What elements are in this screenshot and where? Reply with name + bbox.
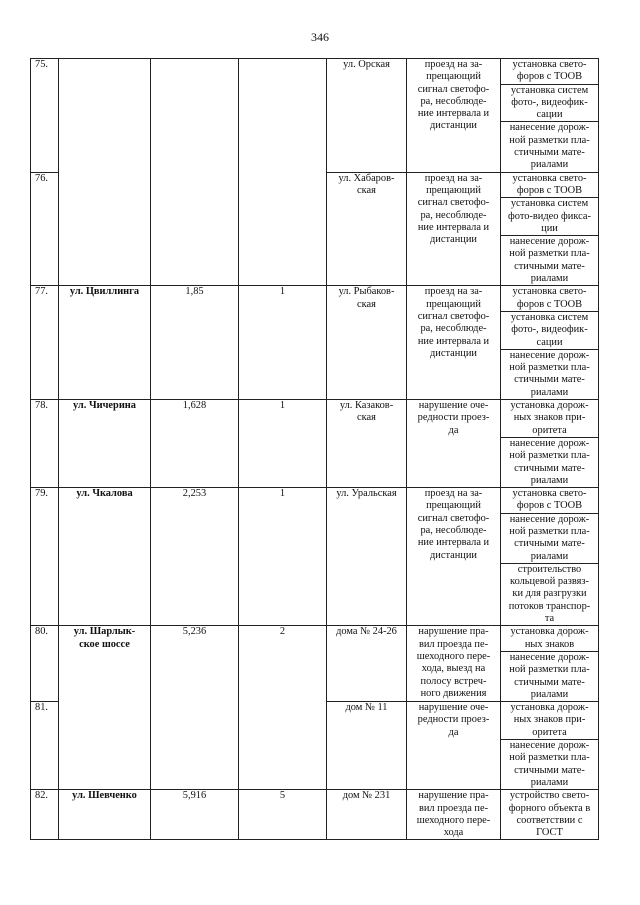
location: ул. Орская [327,59,407,173]
location: ул. Рыбаков- ская [327,286,407,400]
row-number: 79. [31,488,59,626]
row-number: 76. [31,172,59,286]
street-name: ул. Чкалова [59,488,151,626]
row-number: 82. [31,790,59,840]
measure: установка систем фото-, видеофик- сации [501,84,599,122]
measure: нанесение дорож- ной разметки пла- стичными мате- риалами [501,236,599,286]
table-row [31,286,599,312]
page-number: 346 [311,30,329,44]
measures-table [30,58,599,840]
violation: проезд на за- прещающий сигнал светофо- ра, несоблюде- ние интервала и дистанции [407,488,501,626]
street-name: ул. Чичерина [59,400,151,488]
street-name: ул. Шарлык- ское шоссе [59,626,151,790]
row-number: 75. [31,59,59,173]
street-length: 1,628 [151,400,239,488]
measure: строительство кольцевой развяз- ки для разгрузки потоков транспор- та [501,563,599,625]
measure: нанесение дорож- ной разметки пла- стичными мате- риалами [501,349,599,399]
street-name: ул. Шевченко [59,790,151,840]
table-row [31,626,599,652]
street-length: 2,253 [151,488,239,626]
violation: проезд на за- прещающий сигнал светофо- ра, несоблюде- ние интервала и дистанции [407,172,501,286]
violation: нарушение оче- редности проез- да [407,702,501,790]
dtp-count: 2 [239,626,327,790]
measure: нанесение дорож- ной разметки пла- стичными мате- риалами [501,122,599,172]
dtp-count [239,59,327,286]
measure: нанесение дорож- ной разметки пла- стичными мате- риалами [501,513,599,563]
location: дома № 24-26 [327,626,407,702]
street-length: 5,916 [151,790,239,840]
row-number: 81. [31,702,59,790]
measure: нанесение дорож- ной разметки пла- стичными мате- риалами [501,740,599,790]
measure: установка свето- форов с ТООВ [501,172,599,198]
dtp-count: 1 [239,488,327,626]
measure: установка свето- форов с ТООВ [501,488,599,514]
measure: установка дорож- ных знаков при- оритета [501,400,599,438]
violation: проезд на за- прещающий сигнал светофо- ра, несоблюде- ние интервала и дистанции [407,59,501,173]
street-name: ул. Цвиллинга [59,286,151,400]
measure: установка систем фото-, видеофик- сации [501,311,599,349]
street-length: 1,85 [151,286,239,400]
measure: нанесение дорож- ной разметки пла- стичными мате- риалами [501,651,599,701]
location: ул. Уральская [327,488,407,626]
violation: нарушение оче- редности проез- да [407,400,501,488]
row-number: 77. [31,286,59,400]
street-name [59,59,151,286]
row-number: 80. [31,626,59,702]
measure: установка дорож- ных знаков при- оритета [501,702,599,740]
location: дом № 11 [327,702,407,790]
table-row [31,488,599,514]
dtp-count: 1 [239,400,327,488]
measure: устройство свето- форного объекта в соответствии с ГОСТ [501,790,599,840]
violation: нарушение пра- вил проезда пе- шеходного пере- хода, выезд на полосу встреч- ного движения [407,626,501,702]
row-number: 78. [31,400,59,488]
measure: установка свето- форов с ТООВ [501,59,599,85]
dtp-count: 1 [239,286,327,400]
table-row [31,790,599,840]
measure: установка систем фото-видео фикса- ции [501,198,599,236]
location: ул. Хабаров- ская [327,172,407,286]
measure: установка дорож- ных знаков [501,626,599,652]
violation: нарушение пра- вил проезда пе- шеходного пере- хода [407,790,501,840]
measure: нанесение дорож- ной разметки пла- стичными мате- риалами [501,437,599,487]
table-row [31,400,599,438]
violation: проезд на за- прещающий сигнал светофо- ра, несоблюде- ние интервала и дистанции [407,286,501,400]
dtp-count: 5 [239,790,327,840]
measure: установка свето- форов с ТООВ [501,286,599,312]
street-length: 5,236 [151,626,239,790]
table-row [31,59,599,85]
location: ул. Казаков- ская [327,400,407,488]
street-length [151,59,239,286]
location: дом № 231 [327,790,407,840]
